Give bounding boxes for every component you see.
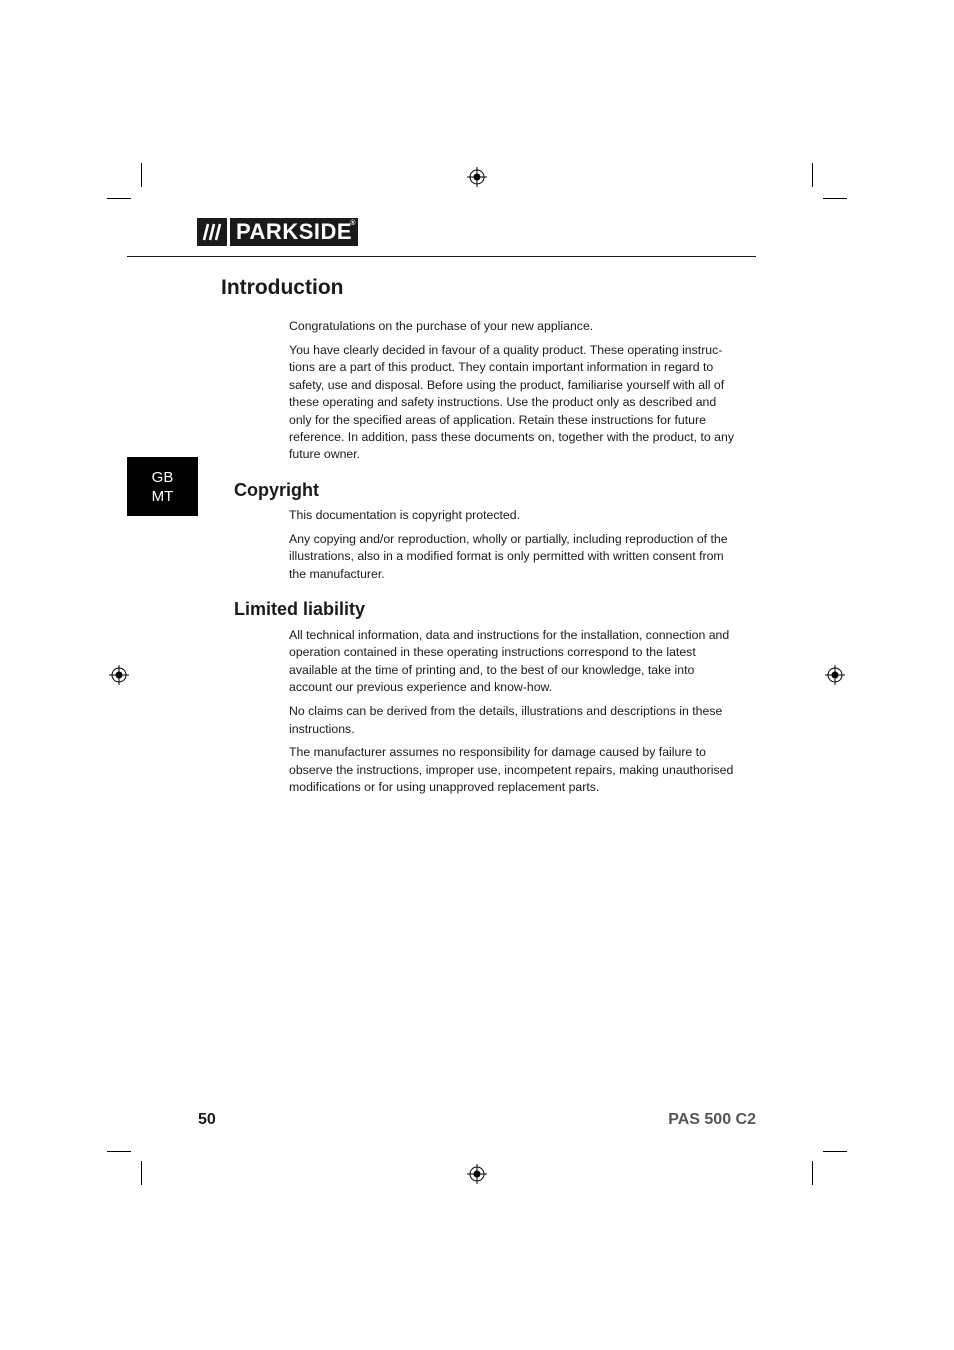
language-code: MT (151, 487, 174, 505)
registration-mark-icon (467, 1164, 487, 1184)
registration-mark-icon (825, 665, 845, 685)
paragraph: No claims can be derived from the details, illustrations and descriptions in these instructions. (289, 704, 723, 736)
registration-mark-icon (467, 167, 487, 187)
logo-wordmark (230, 218, 358, 246)
registered-mark: ® (350, 220, 357, 227)
crop-mark (107, 198, 131, 199)
paragraph: Congratulations on the purchase of your new appliance. (289, 319, 594, 333)
crop-mark (823, 1151, 847, 1152)
registration-mark-icon (109, 665, 129, 685)
brand-name: PARKSIDE (236, 219, 353, 244)
paragraph: This documentation is copyright protected. (289, 508, 521, 522)
crop-mark (141, 1161, 142, 1185)
model-number: PAS 500 C2 (668, 1111, 756, 1128)
section-title-copyright: Copyright (234, 480, 319, 500)
language-code: GB (151, 468, 174, 486)
copyright-body (289, 507, 734, 590)
crop-mark (823, 198, 847, 199)
paragraph: Any copying and/or reproduction, wholly or partially, including reproduction of the illustrations, also in a modified format is only permitted with written consent from the manufacturer. (289, 531, 728, 581)
paragraph: The manufacturer assumes no responsibility for damage caused by failure to observe the instructions, improper use, incompetent repairs, making unauthorised modifications or for using unapproved replacement parts. (289, 745, 734, 795)
crop-mark (107, 1151, 131, 1152)
section-title-liability: Limited liability (234, 599, 366, 619)
parkside-logo (197, 218, 358, 246)
section-title-introduction: Introduction (221, 276, 344, 299)
paragraph: All technical information, data and instructions for the installation, connection and operation contained in these operating instructions correspond to the latest available at the time of printing and, to the best of our knowledge, take into account our previous experience and know-how. (289, 628, 730, 695)
crop-mark (812, 163, 813, 187)
page-number: 50 (198, 1111, 216, 1128)
liability-body (289, 627, 734, 803)
paragraph: You have clearly decided in favour of a quality product. These operating instruc-tions are a part of this product. They contain important information in regard to safety, use and disposal. Before using the product, familiarise yourself with all of these operating and safety instructions. Use the product only as described and only for the specified areas of application. Retain these instructions for future reference. In addition, pass these documents on, together with the product, to any future owner. (289, 342, 735, 462)
header-rule (127, 256, 756, 257)
crop-mark (812, 1161, 813, 1185)
logo-slashes-icon (197, 218, 227, 246)
introduction-body (289, 318, 734, 470)
crop-mark (141, 163, 142, 187)
language-tab (127, 457, 198, 516)
